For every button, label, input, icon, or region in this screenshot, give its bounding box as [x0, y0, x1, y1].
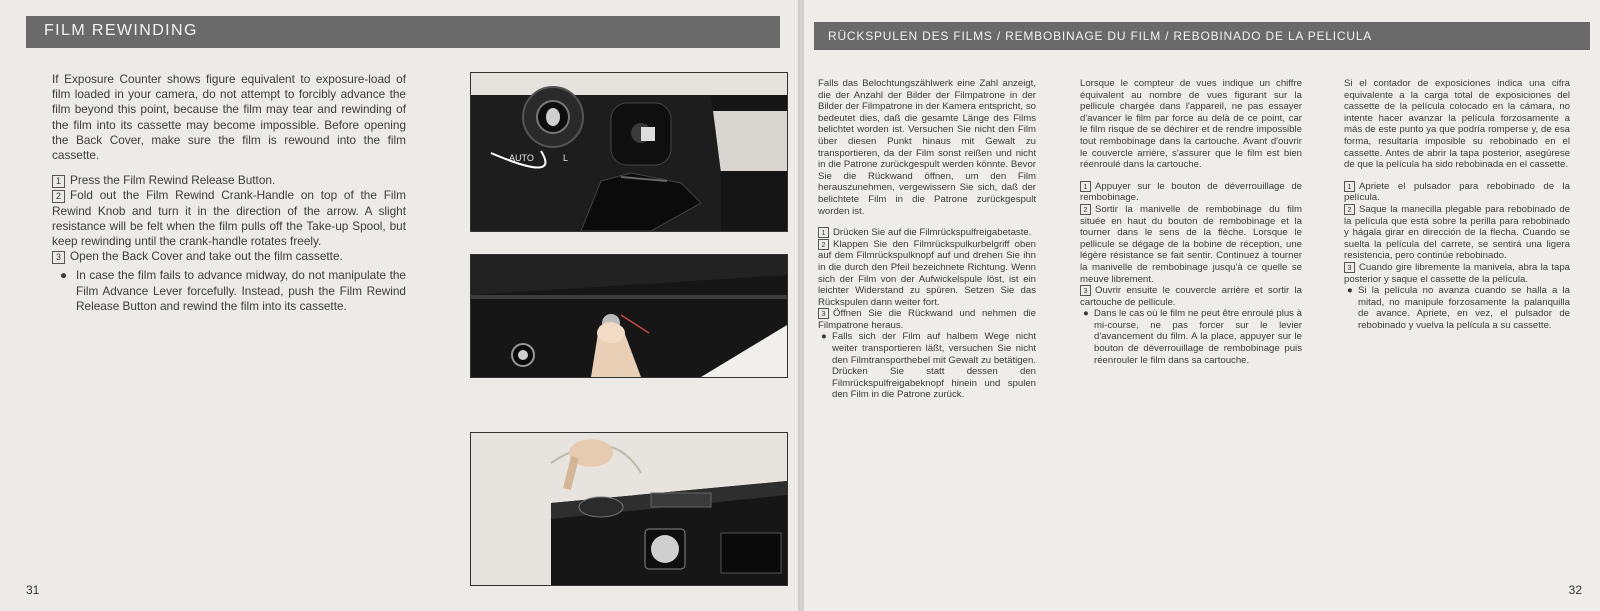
step-number-box: 2 — [818, 239, 829, 250]
bullet-dot-icon: ● — [1083, 308, 1089, 320]
english-instructions — [52, 72, 406, 314]
step-text: Öffnen Sie die Rückwand und nehmen die Filmpatrone heraus. — [818, 308, 1036, 331]
bullet-dot-icon: ● — [1347, 285, 1353, 297]
right-page — [804, 0, 1600, 611]
note-text: Dans le cas où le film ne peut être enroulé plus à mi-course, ne pas forcer sur le levier d'avancement du film. A la place, appuyer sur le bouton de déverrouillage de rembobinage puis réenrouler le film dans sa cartouche. — [1094, 308, 1302, 366]
step-text: Klappen Sie den Filmrückspulkurbelgriff oben auf dem Filmrückspulknopf auf und drehen Sie ihn in die durch den Pfeil bezeichnete Richtung. Wenn sich der Film von der Aufwickelspule löst, ist ein leichter Widerstand zu spüren. Setzen Sie das Rückspulen dann weiter fort. — [818, 238, 1036, 308]
bullet-dot-icon: ● — [60, 268, 68, 283]
step-2 — [52, 188, 406, 249]
step-number-box: 3 — [1080, 285, 1091, 296]
section-header-english: FILM REWINDING — [26, 16, 780, 48]
note-bullet — [52, 268, 406, 314]
intro-paragraph: If Exposure Counter shows figure equivalent to exposure-load of film loaded in your camera, do not attempt to forcibly advance the film beyond this point, because the film may tear and rewinding of the film into its cassette may become impossible. Before opening the Back Cover, make sure the film is rewound into the film cassette. — [52, 72, 406, 163]
spanish-step-1 — [1344, 181, 1570, 204]
step-text: Fold out the Film Rewind Crank-Handle on top of the Film Rewind Knob and turn it in the direction of the arrow. A slight resistance will be felt when the film pulls off the Take-up Spool, but keep rewinding until the crank-handle rotates freely. — [52, 188, 406, 249]
french-step-3 — [1080, 285, 1302, 308]
step-1 — [52, 173, 406, 188]
step-number-box: 2 — [1080, 204, 1091, 215]
step-text: Appuyer sur le bouton de déverrouillage de rembobinage. — [1080, 180, 1302, 204]
spanish-step-2 — [1344, 204, 1570, 262]
french-step-2 — [1080, 204, 1302, 285]
french-step-1 — [1080, 181, 1302, 204]
step-number-box: 2 — [52, 190, 65, 203]
page-number-right: 32 — [1568, 583, 1582, 597]
french-note — [1080, 308, 1302, 366]
section-header-multilingual: RÜCKSPULEN DES FILMS / REMBOBINAGE DU FILM / REBOBINADO DE LA PELICULA — [814, 22, 1590, 50]
step-3 — [52, 249, 406, 264]
step-number-box: 2 — [1344, 204, 1355, 215]
note-text: Falls sich der Film auf halbem Wege nicht weiter transportieren läßt, versuchen Sie nicht den Filmtransporthebel mit Gewalt zu betätigen. Drücken Sie statt dessen den Filmrückspulfreigabeknopf hinein und spulen den Film in die Patrone zurück. — [832, 331, 1036, 401]
photo-label-l: L — [563, 153, 569, 163]
step-text: Ouvrir ensuite le couvercle arrière et sortir la cartouche de pellicule. — [1080, 285, 1302, 308]
step-text: Cuando gire libremente la manivela, abra la tapa posterior y saque el cassette de la película. — [1344, 261, 1570, 285]
spanish-step-3 — [1344, 262, 1570, 285]
step-text: Sortir la manivelle de rembobinage du film située en haut du bouton de rembobinage et la tourner dans le sens de la flèche. Lorsque le pellicule se dégage de la bobine de réception, une légère résistance se fait sentir. Continuez à tourner la manivelle de rembobinage jusqu'à ce quelle se meuve librement. — [1080, 203, 1302, 285]
photo-open-back — [470, 432, 788, 586]
spanish-note — [1344, 285, 1570, 331]
step-text: Press the Film Rewind Release Button. — [70, 173, 276, 188]
german-step-1 — [818, 227, 1036, 239]
photo-label-auto: AUTO — [509, 153, 534, 163]
french-intro: Lorsque le compteur de vues indique un chiffre équivalent au nombre de vues figurant sur la pellicule chargée dans l'appareil, ne pas essayer d'avancer le film par force au delà de ce point, car le film risque de se déchirer et de rendre impossible tout rembobinage dans la cartouche. Avant d'ouvrir le couvercle arrière, s'assurer que le film est bien réenroulé dans la cartouche. — [1080, 78, 1302, 171]
bullet-dot-icon: ● — [821, 331, 827, 343]
german-step-3 — [818, 308, 1036, 331]
note-text: In case the film fails to advance midway, do not manipulate the Film Advance Lever forcefully. Instead, push the Film Rewind Release Button and rewind the film into its cassette. — [76, 268, 406, 313]
step-number-box: 3 — [1344, 262, 1355, 273]
french-column — [1080, 78, 1302, 366]
step-text: Apriete el pulsador para rebobinado de la película. — [1344, 180, 1570, 204]
step-number-box: 1 — [1344, 181, 1355, 192]
photo-rewind-knob — [470, 72, 788, 232]
step-text: Drücken Sie auf die Filmrückspulfreigabetaste. — [833, 227, 1032, 239]
step-number-box: 1 — [52, 175, 65, 188]
page-number-left: 31 — [26, 583, 40, 597]
spanish-column — [1344, 78, 1570, 331]
german-step-2 — [818, 239, 1036, 309]
german-column — [818, 78, 1036, 401]
step-number-box: 1 — [1080, 181, 1091, 192]
step-text: Saque la manecilla plegable para rebobinado de la película que está sobre la perilla para rebobinado y hágala girar en dirección de la flecha. Cuando se suelta la película del carrete, se sentirá una ligera resistencia, pero continúe rebobinado. — [1344, 203, 1570, 262]
step-number-box: 1 — [818, 227, 829, 238]
german-note — [818, 331, 1036, 401]
left-page — [0, 0, 798, 611]
photo-release-button — [470, 254, 788, 378]
step-number-box: 3 — [52, 251, 65, 264]
german-intro: Falls das Belochtungszählwerk eine Zahl anzeigt, die der Anzahl der Bilder der Filmpatrone in der Bilder der Filmpatrone in der Kamera entspricht, so bedeutet dies, daß die gesamte Länge des Films belichtet worden ist. Versuchen Sie nicht den Film über diesen Punkt hinaus mit Gewalt zu transportieren, da der Film sonst reißen und nicht in die Patrone zurückgespult werden könnte. Bevor Sie die Rückwand öffnen, um den Film herauszunehmen, vergewissern Sie sich, daß der belichtete Film in die Patrone zurückgespult worden ist. — [818, 78, 1036, 217]
step-text: Open the Back Cover and take out the film cassette. — [70, 249, 343, 264]
step-number-box: 3 — [818, 308, 829, 319]
spanish-intro: Si el contador de exposiciones indica una cifra equivalente a la carga total de exposiciones del cassette de la película colocado en la cámara, no intente hacer avanzar la película forzosamente a más de este punto ya que podría romperse y, de esa forma, resultaría imposible su rebobinado en el cassette. Antes de abrir la tapa posterior, asegúrese de que la película ha sido rebobinada en el cassette. — [1344, 78, 1570, 171]
note-text: Si la película no avanza cuando se halla a la mitad, no manipule forzosamente la palanquilla de avance. Apriete, en vez, el pulsador de rebobinado y vuelva la película a su cassette. — [1358, 285, 1570, 331]
